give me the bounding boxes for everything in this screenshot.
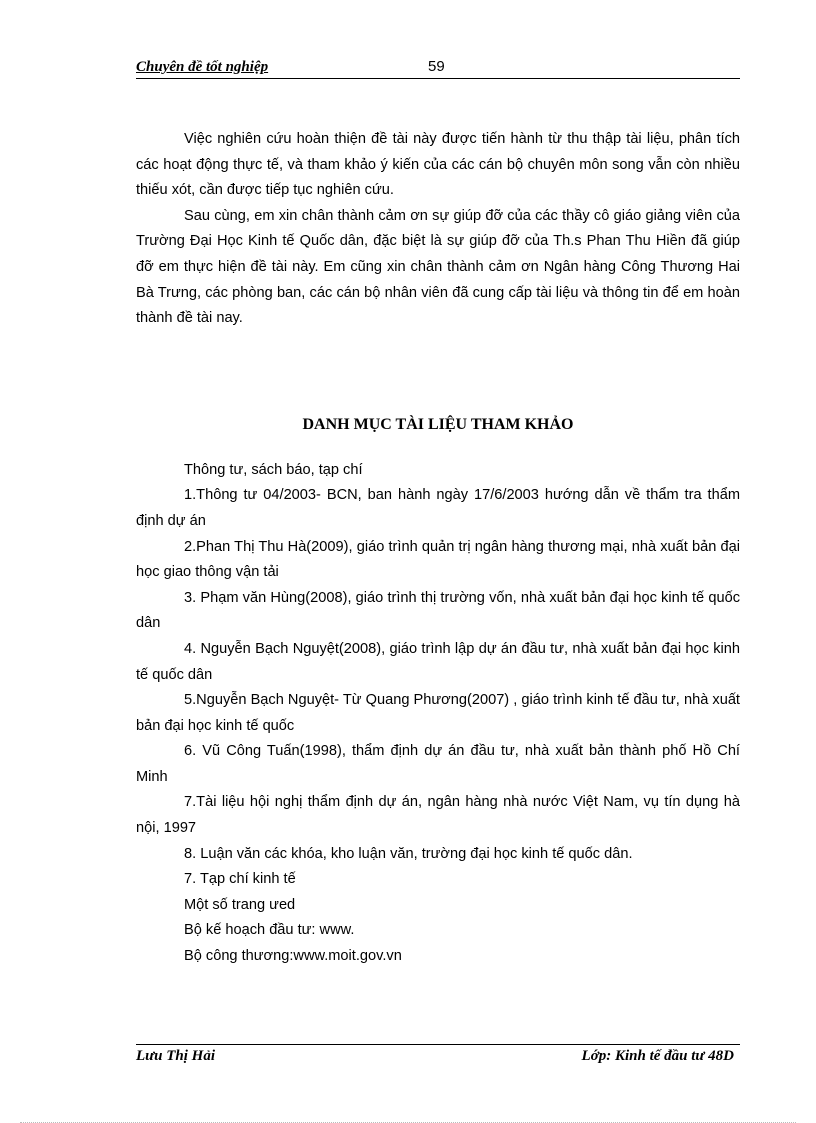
reference-item: Bộ kế hoạch đầu tư: www. <box>184 922 355 939</box>
page-header <box>136 56 740 79</box>
footer-author: Lưu Thị Hải <box>136 1048 215 1064</box>
page-content <box>136 127 740 970</box>
reference-item: 1.Thông tư 04/2003- BCN, ban hành ngày 17/6/2003 hướng dẫn về thẩm tra thẩm định dự án <box>136 487 740 529</box>
header-title: Chuyên đề tốt nghiệp <box>136 59 269 75</box>
reference-item: 7. Tạp chí kinh tế <box>184 871 296 888</box>
footer-class: Lớp: Kinh tế đầu tư 48D <box>581 1048 734 1064</box>
reference-item: 5.Nguyễn Bạch Nguyệt- Từ Quang Phương(2007) , giáo trình kinh tế đầu tư, nhà xuất bản đại học kinh tế quốc <box>136 692 740 734</box>
reference-item: 8. Luận văn các khóa, kho luận văn, trường đại học kinh tế quốc dân. <box>184 845 633 862</box>
intro-paragraph: Việc nghiên cứu hoàn thiện đề tài này được tiến hành từ thu thập tài liệu, phân tích các hoạt động thực tế, và tham khảo ý kiến của các cán bộ chuyên môn song vẫn còn nhiều thiếu xót, cần được tiếp tục nghiên cứu. <box>136 131 740 199</box>
reference-item: 4. Nguyễn Bạch Nguyệt(2008), giáo trình lập dự án đầu tư, nhà xuất bản đại học kinh tế quốc dân <box>136 640 740 683</box>
reference-item: 7.Tài liệu hội nghị thẩm định dự án, ngân hàng nhà nước Việt Nam, vụ tín dụng hà nội, 1997 <box>136 794 740 837</box>
page-number: 59 <box>428 58 445 75</box>
reference-item: 2.Phan Thị Thu Hà(2009), giáo trình quản trị ngân hàng thương mại, nhà xuất bản đại học giao thông vận tải <box>136 538 740 581</box>
page-footer <box>136 1044 740 1073</box>
reference-item: 6. Vũ Công Tuấn(1998), thẩm định dự án đầu tư, nhà xuất bản thành phố Hồ Chí Minh <box>136 743 740 785</box>
references-heading: DANH MỤC TÀI LIỆU THAM KHẢO <box>302 415 574 433</box>
reference-item: Thông tư, sách báo, tạp chí <box>184 461 363 478</box>
reference-item: 3. Phạm văn Hùng(2008), giáo trình thị trường vốn, nhà xuất bản đại học kinh tế quốc dân <box>136 589 740 632</box>
reference-item: Một số trang ưed <box>184 896 296 913</box>
reference-item: Bộ công thương:www.moit.gov.vn <box>184 948 402 965</box>
intro-paragraph: Sau cùng, em xin chân thành cảm ơn sự giúp đỡ của các thầy cô giáo giảng viên của Trường Đại Học Kinh tế Quốc dân, đặc biệt là sự giúp đỡ của Th.s Phan Thu Hiền đã giúp đỡ em thực hiện đề tài này. Em cũng xin chân thành cảm ơn Ngân hàng Công Thương Hai Bà Trưng, các phòng ban, các cán bộ nhân viên đã cung cấp tài liệu và thông tin để em hoàn thành đề tài nay. <box>136 207 740 327</box>
